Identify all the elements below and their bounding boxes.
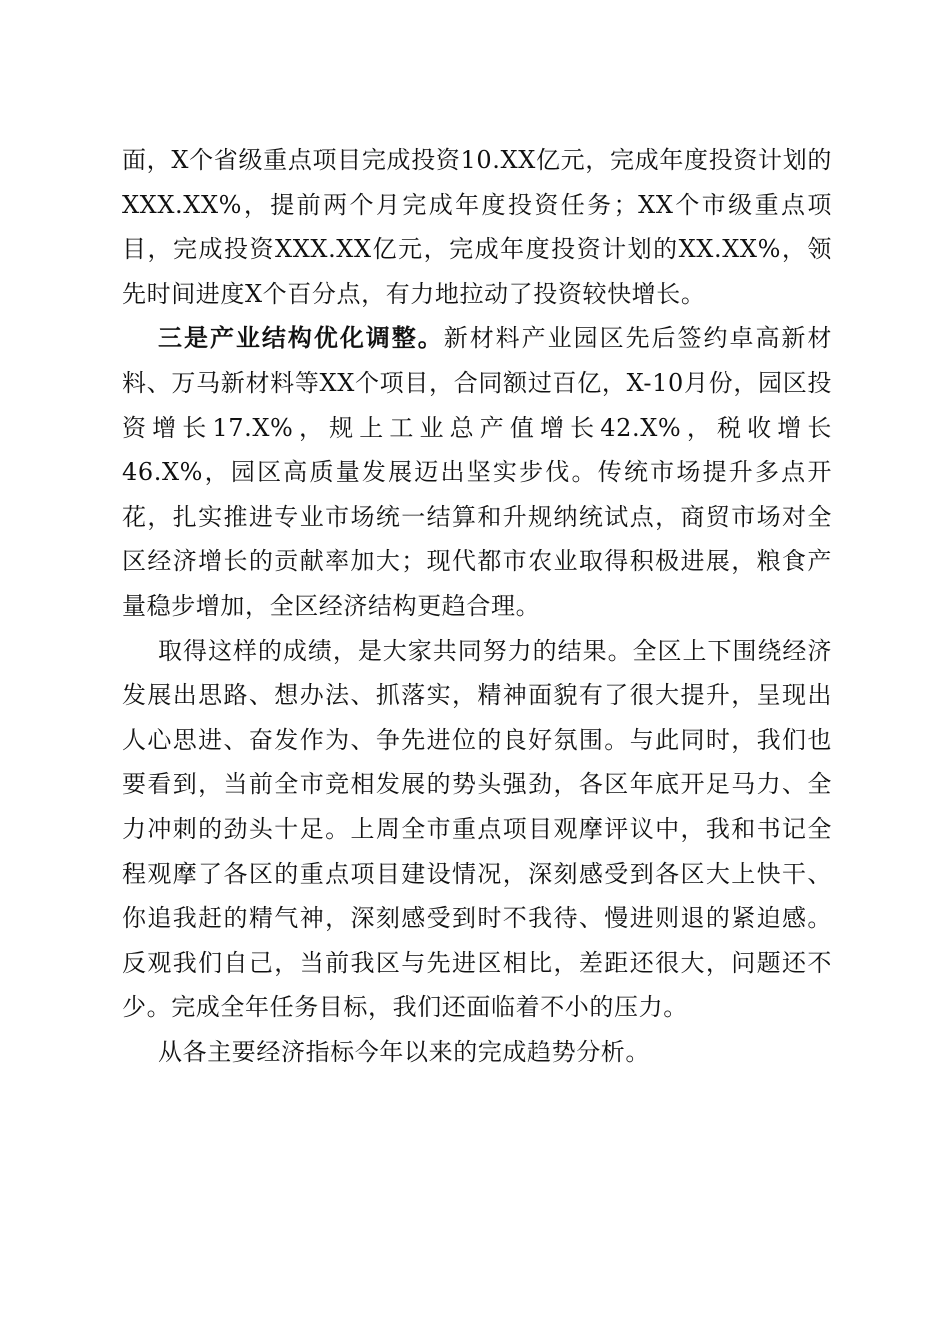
paragraph-text: 从各主要经济指标今年以来的完成趋势分析。 [158, 1037, 650, 1066]
paragraph-text: 新材料产业园区先后签约卓高新材料、万马新材料等XX个项目，合同额过百亿，X-10月份，园区投资增长17.X%，规上工业总产值增长42.X%，税收增长46.X%，园区高质量发展迈出坚实步伐。传统市场提升多点开花，扎实推进专业市场统一结算和升规纳统试点，商贸市场对全区经济增长的贡献率加大；现代都市农业取得积极进展，粮食产量稳步增加，全区经济结构更趋合理。 [122, 324, 832, 620]
paragraph-industrial-structure [122, 316, 832, 628]
paragraph-heading: 三是产业结构优化调整。 [158, 323, 444, 353]
paragraph-text: 取得这样的成绩，是大家共同努力的结果。全区上下围绕经济发展出思路、想办法、抓落实，精神面貌有了很大提升，呈现出人心思进、奋发作为、争先进位的良好氛围。与此同时，我们也要看到，当前全市竞相发展的势头强劲，各区年底开足马力、全力冲刺的劲头十足。上周全市重点项目观摩评议中，我和书记全程观摩了各区的重点项目建设情况，深刻感受到各区大上快干、你追我赶的精气神，深刻感受到时不我待、慢进则退的紧迫感。反观我们自己，当前我区与先进区相比，差距还很大，问题还不少。完成全年任务目标，我们还面临着不小的压力。 [122, 636, 832, 1022]
paragraph-continuation [122, 138, 832, 316]
paragraph-trend-analysis [122, 1030, 832, 1075]
document-body [122, 138, 832, 1074]
paragraph-achievements [122, 629, 832, 1030]
paragraph-text: 面，X个省级重点项目完成投资10.XX亿元，完成年度投资计划的XXX.XX%，提前两个月完成年度投资任务；XX个市级重点项目，完成投资XXX.XX亿元，完成年度投资计划的XX.XX%，领先时间进度X个百分点，有力地拉动了投资较快增长。 [122, 146, 832, 308]
